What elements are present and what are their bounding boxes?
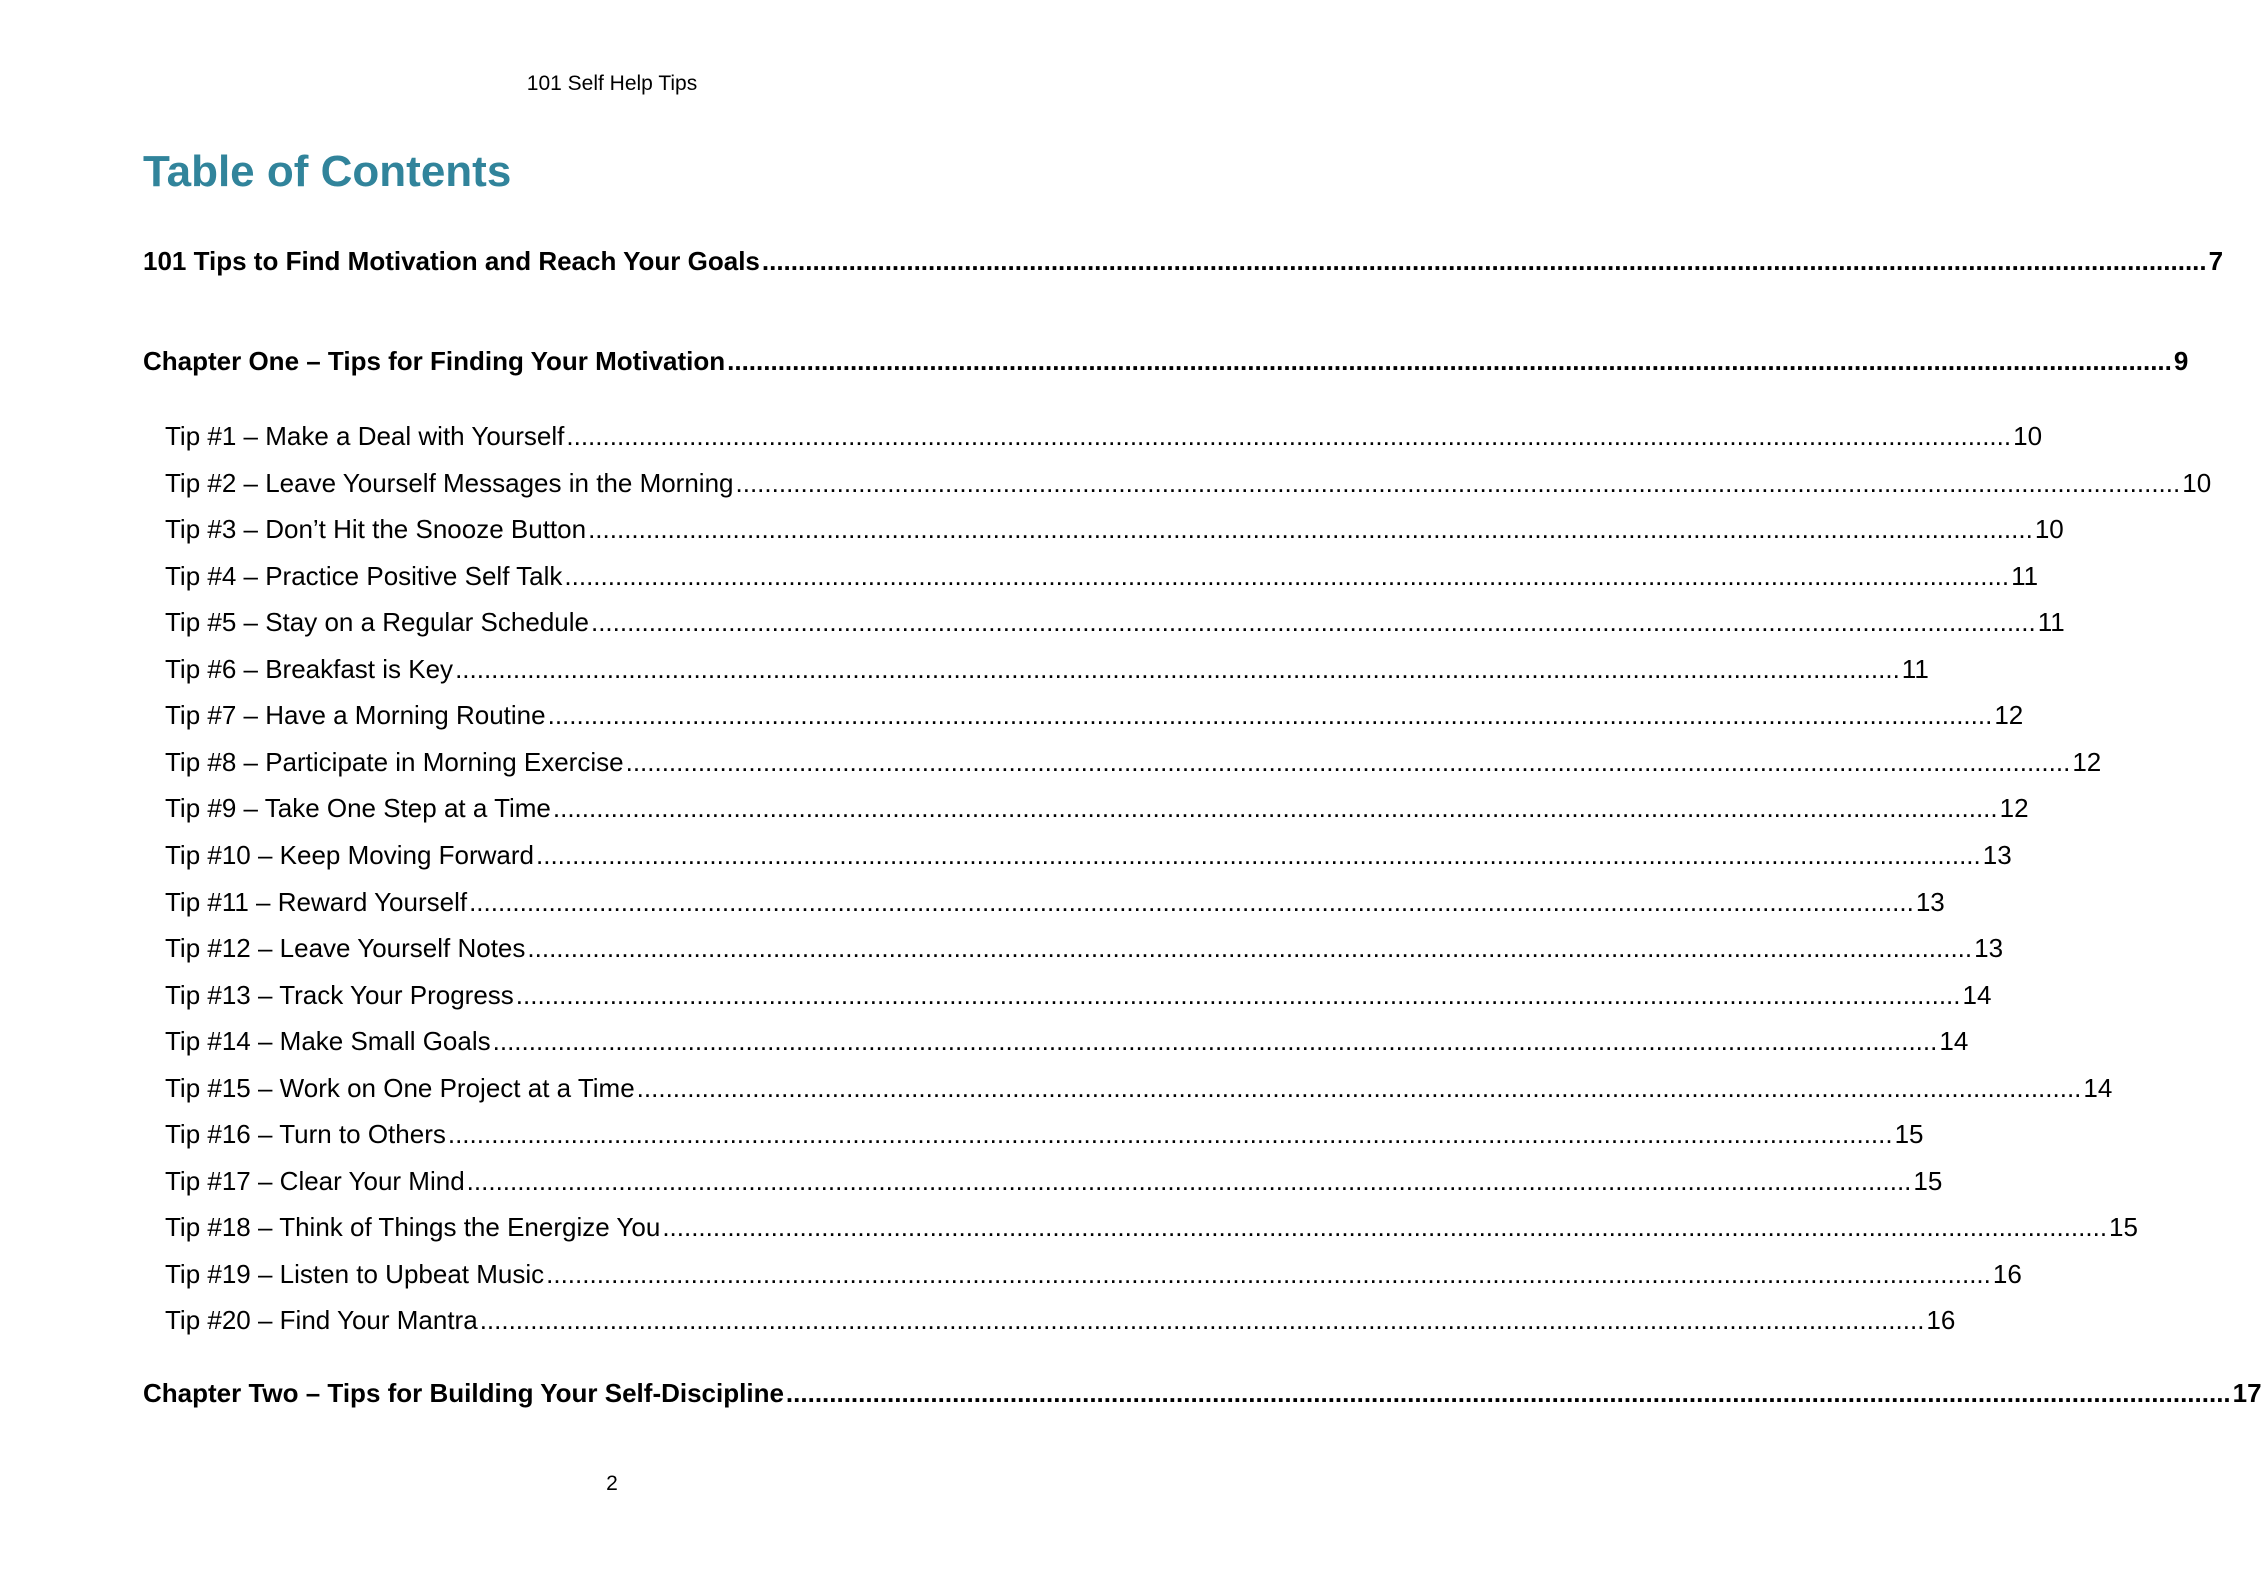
toc-entry-chapter-two[interactable] [143, 1378, 2262, 1408]
toc-entry-label: Tip #7 – Have a Morning Routine [165, 700, 546, 730]
running-header: 101 Self Help Tips [526, 72, 698, 95]
toc-entry-tip-11[interactable] [165, 887, 1945, 917]
toc-entry-label: Tip #12 – Leave Yourself Notes [165, 933, 526, 963]
toc-entry-tip-3[interactable] [165, 514, 2064, 544]
toc-entry-label: Tip #3 – Don’t Hit the Snooze Button [165, 514, 587, 544]
dot-leader: ........................................................................................................................................................................................................ [761, 246, 2207, 276]
toc-entry-page: 13 [1915, 887, 1945, 917]
toc-entry-tip-20[interactable] [165, 1305, 1956, 1335]
toc-entry-label: Tip #15 – Work on One Project at a Time [165, 1073, 635, 1103]
dot-leader: ........................................................................................................................................................................................................ [625, 747, 2071, 777]
toc-entry-tip-10[interactable] [165, 840, 2012, 870]
toc-entry-page: 10 [2034, 514, 2064, 544]
toc-entry-label: Tip #2 – Leave Yourself Messages in the Morning [165, 468, 734, 498]
toc-entry-label: Tip #5 – Stay on a Regular Schedule [165, 607, 589, 637]
toc-entry-label: Tip #4 – Practice Positive Self Talk [165, 561, 563, 591]
dot-leader: ........................................................................................................................................................................................................ [552, 793, 1998, 823]
toc-entry-label: Tip #1 – Make a Deal with Yourself [165, 421, 565, 451]
toc-entry-page: 14 [2083, 1073, 2113, 1103]
toc-entry-label: Tip #6 – Breakfast is Key [165, 654, 454, 684]
toc-entry-page: 11 [2037, 607, 2065, 637]
toc-entry-page: 15 [1894, 1119, 1924, 1149]
toc-entry-tip-16[interactable] [165, 1119, 1924, 1149]
toc-entry-page: 10 [2182, 468, 2212, 498]
toc-entry-page: 14 [1939, 1026, 1969, 1056]
dot-leader: ........................................................................................................................................................................................................ [546, 1259, 1991, 1289]
toc-entry-page: 12 [2072, 747, 2102, 777]
toc-entry-tip-2[interactable] [165, 468, 2212, 498]
toc-entry-label: 101 Tips to Find Motivation and Reach Your Goals [143, 246, 760, 276]
toc-entry-tip-7[interactable] [165, 700, 2024, 730]
toc-entry-label: Tip #18 – Think of Things the Energize You [165, 1212, 661, 1242]
toc-entry-label: Tip #16 – Turn to Others [165, 1119, 446, 1149]
toc-entry-page: 13 [1982, 840, 2012, 870]
toc-entry-page: 16 [1926, 1305, 1956, 1335]
dot-leader: ........................................................................................................................................................................................................ [447, 1119, 1893, 1149]
dot-leader: ........................................................................................................................................................................................................ [566, 421, 2012, 451]
dot-leader: ........................................................................................................................................................................................................ [636, 1073, 2082, 1103]
toc-entry-page: 15 [2109, 1212, 2138, 1242]
toc-entry-label: Chapter One – Tips for Finding Your Motivation [143, 346, 726, 376]
toc-entry-tip-17[interactable] [165, 1166, 1943, 1196]
toc-entry-tip-18[interactable] [165, 1212, 2138, 1242]
dot-leader: ........................................................................................................................................................................................................ [455, 654, 1900, 684]
dot-leader: ........................................................................................................................................................................................................ [785, 1378, 2231, 1408]
dot-leader: ........................................................................................................................................................................................................ [735, 468, 2181, 498]
dot-leader: ........................................................................................................................................................................................................ [515, 980, 1961, 1010]
toc-entry-label: Tip #17 – Clear Your Mind [165, 1166, 465, 1196]
toc-entry-chapter-one[interactable] [143, 346, 2189, 376]
dot-leader: ........................................................................................................................................................................................................ [564, 561, 2010, 591]
toc-entry-label: Tip #20 – Find Your Mantra [165, 1305, 478, 1335]
dot-leader: ........................................................................................................................................................................................................ [547, 700, 1993, 730]
page-title: Table of Contents [143, 147, 512, 196]
toc-entry-page: 11 [2011, 561, 2039, 591]
page-number: 2 [606, 1472, 618, 1495]
toc-entry-page: 12 [1994, 700, 2024, 730]
dot-leader: ........................................................................................................................................................................................................ [469, 887, 1914, 917]
toc-entry-page: 15 [1913, 1166, 1943, 1196]
toc-entry-label: Chapter Two – Tips for Building Your Self-Discipline [143, 1378, 784, 1408]
dot-leader: ........................................................................................................................................................................................................ [527, 933, 1973, 963]
dot-leader: ........................................................................................................................................................................................................ [662, 1212, 2108, 1242]
toc-entry-label: Tip #19 – Listen to Upbeat Music [165, 1259, 545, 1289]
dot-leader: ........................................................................................................................................................................................................ [727, 346, 2172, 376]
toc-entry-tip-5[interactable] [165, 607, 2065, 637]
toc-entry-tip-14[interactable] [165, 1026, 1969, 1056]
toc-entry-tip-1[interactable] [165, 421, 2043, 451]
toc-entry-intro[interactable] [143, 246, 2224, 276]
toc-entry-page: 9 [2173, 346, 2189, 376]
toc-entry-tip-19[interactable] [165, 1259, 2022, 1289]
toc-entry-tip-4[interactable] [165, 561, 2039, 591]
toc-entry-label: Tip #11 – Reward Yourself [165, 887, 468, 917]
toc-entry-label: Tip #13 – Track Your Progress [165, 980, 514, 1010]
toc-entry-tip-9[interactable] [165, 793, 2029, 823]
dot-leader: ........................................................................................................................................................................................................ [590, 607, 2036, 637]
toc-entry-page: 11 [1901, 654, 1929, 684]
toc-entry-label: Tip #14 – Make Small Goals [165, 1026, 491, 1056]
toc-entry-tip-8[interactable] [165, 747, 2102, 777]
dot-leader: ........................................................................................................................................................................................................ [536, 840, 1981, 870]
dot-leader: ........................................................................................................................................................................................................ [466, 1166, 1912, 1196]
toc-entry-page: 16 [1992, 1259, 2022, 1289]
dot-leader: ........................................................................................................................................................................................................ [492, 1026, 1938, 1056]
toc-entry-tip-12[interactable] [165, 933, 2004, 963]
dot-leader: ........................................................................................................................................................................................................ [588, 514, 2033, 544]
toc-entry-page: 12 [1999, 793, 2029, 823]
toc-entry-page: 10 [2013, 421, 2043, 451]
toc-entry-page: 17 [2232, 1378, 2262, 1408]
dot-leader: ........................................................................................................................................................................................................ [479, 1305, 1925, 1335]
toc-entry-label: Tip #8 – Participate in Morning Exercise [165, 747, 624, 777]
toc-entry-label: Tip #10 – Keep Moving Forward [165, 840, 535, 870]
toc-entry-page: 7 [2208, 246, 2224, 276]
toc-entry-tip-15[interactable] [165, 1073, 2113, 1103]
toc-entry-label: Tip #9 – Take One Step at a Time [165, 793, 551, 823]
toc-entry-page: 13 [1974, 933, 2004, 963]
toc-entry-page: 14 [1962, 980, 1992, 1010]
toc-entry-tip-6[interactable] [165, 654, 1929, 684]
toc-entry-tip-13[interactable] [165, 980, 1992, 1010]
